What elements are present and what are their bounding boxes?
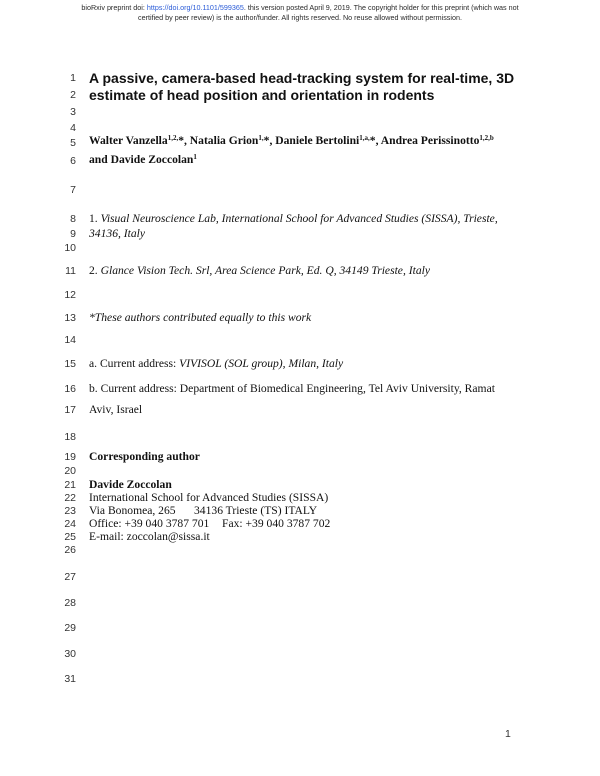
corresponding-street: Via Bonomea, 265: [89, 504, 176, 517]
line-number: 23: [64, 505, 76, 517]
line-number: 10: [64, 242, 76, 254]
corresponding-fax: Fax: +39 040 3787 702: [222, 517, 331, 530]
author-affiliation-sup: 1,: [258, 134, 264, 142]
affiliation-2: 2. Glance Vision Tech. Srl, Area Science Park, Ed. Q, 34149 Trieste, Italy: [89, 264, 430, 277]
line-number: 30: [64, 648, 76, 660]
line-number: 20: [64, 465, 76, 477]
line-number: 7: [70, 184, 76, 196]
line-number: 24: [64, 518, 76, 530]
equal-contribution-note: *These authors contributed equally to this work: [89, 311, 312, 324]
author-affiliation-sup: 1,2,b: [479, 134, 494, 142]
author-list-line-2: and Davide Zoccolan$^1$: [89, 153, 197, 166]
author-name: Daniele Bertolini: [275, 134, 360, 147]
line-number: 31: [64, 673, 76, 685]
corresponding-institution: International School for Advanced Studies (SISSA): [89, 491, 329, 504]
affiliation-1-cont: 34136, Italy: [89, 227, 146, 240]
paper-title-line-1: A passive, camera-based head-tracking system for real-time, 3D: [89, 70, 515, 86]
line-number: 1: [70, 72, 76, 84]
corresponding-heading: Corresponding author: [89, 450, 200, 463]
line-number: 29: [64, 622, 76, 634]
line-number: 15: [64, 358, 76, 370]
line-number: 3: [70, 106, 76, 118]
author-name: Andrea Perissinotto: [380, 134, 480, 147]
line-number: 17: [64, 404, 76, 416]
paper-title-line-2: estimate of head position and orientation in rodents: [89, 87, 435, 103]
author-affiliation-sup: 1,2,: [167, 134, 179, 142]
line-number: 8: [70, 213, 76, 225]
affiliation-1: 1. Visual Neuroscience Lab, International School for Advanced Studies (SISSA), Trieste,: [89, 212, 498, 225]
preprint-header: [50, 3, 550, 22]
line-number: 9: [70, 228, 76, 240]
line-number: 25: [64, 531, 76, 543]
author-affiliation-sup: 1,a,: [359, 134, 370, 142]
line-number: 2: [70, 89, 76, 101]
author-list: Walter Vanzella$^{1,2,}$*, Natalia Grion$^{1,}$*, Daniele Bertolini$^{1,a,}$*, Andrea Perissinotto$^{1,2,b}$: [89, 134, 494, 147]
line-number: 5: [70, 137, 76, 149]
line-number: 26: [64, 544, 76, 556]
page-number: 1: [505, 728, 511, 740]
corresponding-email: E-mail: zoccolan@sissa.it: [89, 530, 210, 543]
header-line-1: bioRxiv preprint doi: https://doi.org/10.1101/599365. this version posted April 9, 2019. The copyright holder for this preprint (which was not: [81, 3, 519, 12]
line-number: 19: [64, 451, 76, 463]
line-number: 18: [64, 431, 76, 443]
author-name: Walter Vanzella: [89, 134, 168, 147]
line-number: 16: [64, 383, 76, 395]
line-number: 4: [70, 122, 76, 134]
doi-link[interactable]: https://doi.org/10.1101/599365: [146, 3, 244, 12]
corresponding-name: Davide Zoccolan: [89, 478, 172, 491]
current-address-b-cont: Aviv, Israel: [89, 403, 143, 416]
current-address-a: a. Current address: VIVISOL (SOL group), Milan, Italy: [89, 357, 344, 370]
corresponding-office-phone: Office: +39 040 3787 701: [89, 517, 210, 530]
author-affiliation-sup: 1: [193, 153, 197, 161]
line-number: 21: [64, 479, 76, 491]
author-name: Natalia Grion: [189, 134, 259, 147]
line-number: 22: [64, 492, 76, 504]
current-address-b: b. Current address: Department of Biomedical Engineering, Tel Aviv University, Ramat: [89, 382, 495, 395]
line-number: 6: [70, 155, 76, 167]
line-number: 14: [64, 334, 76, 346]
line-number: 11: [65, 265, 76, 277]
line-number: 28: [64, 597, 76, 609]
line-number: 12: [64, 289, 76, 301]
header-line-2: certified by peer review) is the author/funder. All rights reserved. No reuse allowed without permission.: [138, 12, 462, 22]
author-name: Davide Zoccolan: [110, 153, 194, 166]
corresponding-city: 34136 Trieste (TS) ITALY: [194, 504, 318, 517]
line-number: 13: [64, 312, 76, 324]
line-number: 27: [64, 571, 76, 583]
